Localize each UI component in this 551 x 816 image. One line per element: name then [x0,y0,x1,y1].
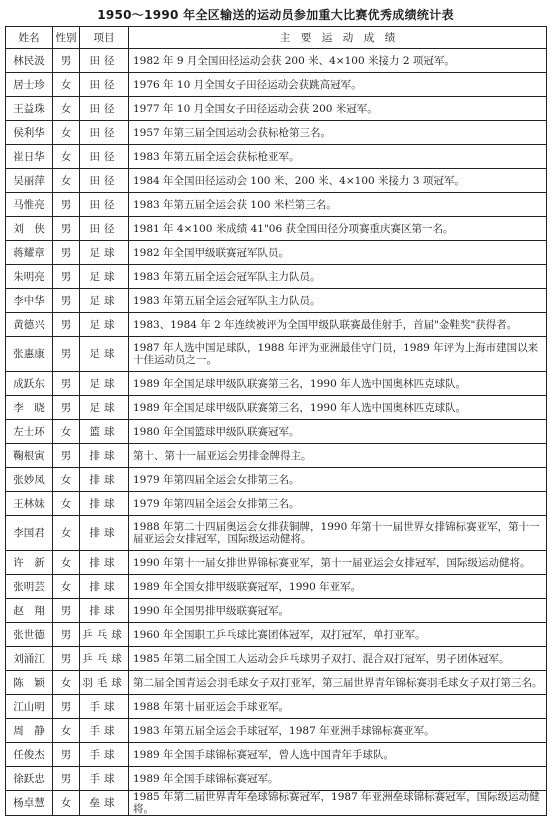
table-row [6,265,547,289]
cell-project: 田径 [80,217,129,241]
cell-name: 吴丽萍 [6,169,53,193]
cell-name: 张明芸 [6,575,53,599]
cell-project: 田径 [80,169,129,193]
cell-sex: 男 [53,623,80,647]
cell-name: 刘涌江 [6,647,53,671]
cell-achievement: 1979 年第四届全运会女排第三名。 [129,468,547,492]
cell-name: 李国君 [6,516,53,551]
cell-achievement: 1982 年 9 月全国田径运动会获 200 米、4×100 米接力 2 项冠军。 [129,49,547,73]
cell-achievement: 1983、1984 年 2 年连续被评为全国甲级队联赛最佳射手，首届"金鞋奖"获得者。 [129,313,547,337]
table-row [6,719,547,743]
cell-sex: 女 [53,73,80,97]
cell-name: 陈 颖 [6,671,53,695]
cell-achievement: 1984 年全国田径运动会 100 米、200 米、4×100 米接力 3 项冠军。 [129,169,547,193]
cell-achievement: 第二届全国青运会羽毛球女子双打亚军，第三届世界青年锦标赛羽毛球女子双打第三名。 [129,671,547,695]
table-row [6,671,547,695]
cell-achievement: 1980 年全国篮球甲级队联赛冠军。 [129,420,547,444]
cell-achievement: 第十、第十一届亚运会男排金牌得主。 [129,444,547,468]
cell-project: 排球 [80,468,129,492]
cell-project: 羽毛球 [80,671,129,695]
cell-name: 成跃东 [6,372,53,396]
cell-sex: 男 [53,444,80,468]
cell-name: 朱明亮 [6,265,53,289]
cell-achievement: 1989 年全国女排甲级联赛冠军，1990 年亚军。 [129,575,547,599]
cell-name: 徐跃忠 [6,767,53,791]
cell-project: 田径 [80,73,129,97]
cell-project: 田径 [80,145,129,169]
cell-name: 张世德 [6,623,53,647]
cell-name: 任俊杰 [6,743,53,767]
cell-achievement: 1983 年第五届全运会冠军队主力队员。 [129,289,547,313]
table-row [6,575,547,599]
cell-project: 手球 [80,719,129,743]
cell-achievement: 1989 年全国足球甲级队联赛第三名，1990 年人选中国奥林匹克球队。 [129,372,547,396]
cell-sex: 女 [53,551,80,575]
cell-name: 林民汲 [6,49,53,73]
table-row [6,49,547,73]
table-row [6,767,547,791]
table-row [6,623,547,647]
cell-achievement: 1989 年全国手球锦标赛冠军。 [129,767,547,791]
cell-sex: 男 [53,743,80,767]
cell-achievement: 1989 年全国足球甲级队联赛第三名，1990 年人选中国奥林匹克球队。 [129,396,547,420]
cell-sex: 女 [53,468,80,492]
cell-sex: 女 [53,791,80,816]
cell-sex: 男 [53,241,80,265]
cell-sex: 男 [53,289,80,313]
cell-project: 足球 [80,337,129,372]
cell-achievement: 1988 年第二十四届奥运会女排获铜牌，1990 年第十一届世界女排锦标赛亚军，第十一届亚运会女排冠军，国际级运动健将。 [129,516,547,551]
cell-achievement: 1988 年第十届亚运会手球亚军。 [129,695,547,719]
cell-sex: 女 [53,671,80,695]
table-row [6,372,547,396]
cell-sex: 女 [53,492,80,516]
cell-project: 垒球 [80,791,129,816]
cell-achievement: 1979 年第四届全运会女排第三名。 [129,492,547,516]
header-sex: 性别 [53,27,80,49]
cell-name: 王益珠 [6,97,53,121]
cell-sex: 男 [53,337,80,372]
cell-sex: 女 [53,145,80,169]
cell-achievement: 1990 年全国男排甲级联赛冠军。 [129,599,547,623]
table-row [6,396,547,420]
achievements-table [5,26,547,816]
cell-sex: 女 [53,420,80,444]
cell-sex: 女 [53,575,80,599]
header-row [6,27,547,49]
cell-name: 张惠康 [6,337,53,372]
table-body [6,49,547,816]
cell-project: 田径 [80,97,129,121]
table-row [6,516,547,551]
cell-achievement: 1981 年 4×100 米成绩 41"06 获全国田径分项赛重庆赛区第一名。 [129,217,547,241]
cell-project: 足球 [80,289,129,313]
table-row [6,145,547,169]
cell-name: 居士珍 [6,73,53,97]
cell-achievement: 1987 年人选中国足球队，1988 年评为亚洲最佳守门员，1989 年评为上海市建国以来十佳运动员之一。 [129,337,547,372]
cell-sex: 男 [53,599,80,623]
table-row [6,337,547,372]
cell-sex: 男 [53,49,80,73]
cell-project: 足球 [80,396,129,420]
cell-sex: 女 [53,719,80,743]
cell-project: 排球 [80,575,129,599]
cell-project: 足球 [80,313,129,337]
cell-name: 侯利华 [6,121,53,145]
cell-sex: 女 [53,169,80,193]
cell-name: 鞠根寅 [6,444,53,468]
table-row [6,121,547,145]
table-row [6,97,547,121]
cell-project: 乒乓球 [80,647,129,671]
cell-project: 田径 [80,49,129,73]
cell-project: 手球 [80,695,129,719]
cell-name: 江山明 [6,695,53,719]
cell-name: 崔日华 [6,145,53,169]
cell-sex: 男 [53,396,80,420]
table-row [6,289,547,313]
cell-name: 杨卓慧 [6,791,53,816]
cell-achievement: 1983 年第五届全运会获标枪亚军。 [129,145,547,169]
cell-project: 田径 [80,121,129,145]
cell-project: 足球 [80,241,129,265]
table-row [6,193,547,217]
table-row [6,743,547,767]
header-name: 姓名 [6,27,53,49]
cell-achievement: 1960 年全国职工乒乓球比赛团体冠军，双打冠军，单打亚军。 [129,623,547,647]
cell-name: 刘 侠 [6,217,53,241]
cell-achievement: 1976 年 10 月全国女子田径运动会获跳高冠军。 [129,73,547,97]
table-row [6,217,547,241]
cell-name: 马惟亮 [6,193,53,217]
cell-achievement: 1985 年第二届世界青年垒球锦标赛冠军，1987 年亚洲垒球锦标赛冠军，国际级运动健将。 [129,791,547,816]
cell-achievement: 1977 年 10 月全国女子田径运动会获 200 米冠军。 [129,97,547,121]
cell-project: 排球 [80,444,129,468]
table-row [6,169,547,193]
table-row [6,313,547,337]
cell-sex: 男 [53,647,80,671]
table-row [6,444,547,468]
cell-name: 李 晓 [6,396,53,420]
cell-achievement: 1990 年第十一届女排世界锦标赛亚军，第十一届亚运会女排冠军，国际级运动健将。 [129,551,547,575]
cell-name: 蒋耀章 [6,241,53,265]
cell-project: 排球 [80,492,129,516]
cell-project: 足球 [80,265,129,289]
cell-sex: 男 [53,695,80,719]
table-row [6,551,547,575]
header-project: 项目 [80,27,129,49]
cell-sex: 男 [53,372,80,396]
cell-achievement: 1983 年第五届全运会获 100 米栏第三名。 [129,193,547,217]
cell-achievement: 1989 年全国手球锦标赛冠军，曾人选中国青年手球队。 [129,743,547,767]
table-row [6,695,547,719]
table-row [6,420,547,444]
table-row [6,241,547,265]
cell-name: 黄德兴 [6,313,53,337]
cell-project: 排球 [80,551,129,575]
cell-sex: 男 [53,265,80,289]
cell-achievement: 1982 年全国甲级联赛冠军队员。 [129,241,547,265]
cell-project: 田径 [80,193,129,217]
cell-project: 篮球 [80,420,129,444]
table-row [6,599,547,623]
cell-sex: 男 [53,313,80,337]
cell-sex: 男 [53,193,80,217]
table-row [6,73,547,97]
cell-name: 周 静 [6,719,53,743]
cell-project: 排球 [80,516,129,551]
table-title: 1950～1990 年全区输送的运动员参加重大比赛优秀成绩统计表 [97,8,454,22]
cell-achievement: 1957 年第三届全国运动会获标枪第三名。 [129,121,547,145]
header-achievements: 主 要 运 动 成 绩 [129,27,547,49]
cell-sex: 男 [53,767,80,791]
cell-sex: 女 [53,121,80,145]
cell-name: 张妙凤 [6,468,53,492]
cell-achievement: 1983 年第五届全运会冠军队主力队员。 [129,265,547,289]
cell-project: 排球 [80,599,129,623]
cell-name: 左士环 [6,420,53,444]
cell-sex: 女 [53,516,80,551]
cell-sex: 男 [53,217,80,241]
cell-name: 许 新 [6,551,53,575]
table-row [6,468,547,492]
table-row [6,791,547,816]
table-row [6,647,547,671]
table-row [6,492,547,516]
cell-project: 手球 [80,767,129,791]
cell-sex: 女 [53,97,80,121]
cell-project: 手球 [80,743,129,767]
cell-name: 王林妹 [6,492,53,516]
cell-achievement: 1983 年第五届全运会手球冠军，1987 年亚洲手球锦标赛亚军。 [129,719,547,743]
cell-achievement: 1985 年第二届全国工人运动会乒乓球男子双打、混合双打冠军，男子团体冠军。 [129,647,547,671]
cell-project: 乒乓球 [80,623,129,647]
cell-project: 足球 [80,372,129,396]
cell-name: 李中华 [6,289,53,313]
cell-name: 赵 翔 [6,599,53,623]
